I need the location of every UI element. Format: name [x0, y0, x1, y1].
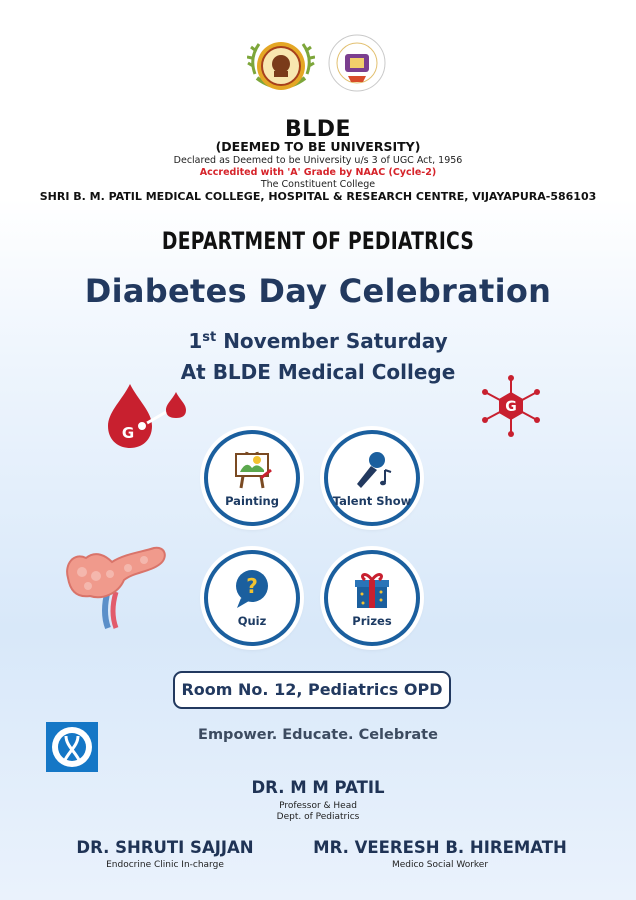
- head-name: DR. M M PATIL: [251, 778, 385, 797]
- activity-painting: [204, 430, 300, 526]
- activity-talent-show: [324, 430, 420, 526]
- activity-label: Talent Show: [332, 494, 412, 508]
- room-location: Room No. 12, Pediatrics OPD: [173, 671, 451, 709]
- right-signatory-name: MR. VEERESH B. HIREMATH: [313, 838, 567, 857]
- easel-icon: [231, 448, 273, 490]
- university-name: BLDE: [284, 117, 352, 142]
- question-bubble-icon: [231, 568, 273, 610]
- left-signatory-name: DR. SHRUTI SAJJAN: [76, 838, 254, 857]
- blood-drop-icon: [104, 380, 188, 452]
- microphone-icon: [351, 448, 393, 490]
- constituent-college-line: The Constituent College: [260, 179, 376, 190]
- activity-label: Prizes: [352, 614, 392, 628]
- activity-label: Quiz: [237, 614, 267, 628]
- svg-text:?: ?: [246, 574, 258, 598]
- right-signatory: [300, 838, 580, 870]
- activity-quiz: [204, 550, 300, 646]
- deemed-university-line: (DEEMED TO BE UNIVERSITY): [215, 139, 421, 154]
- accreditation-line: Accredited with 'A' Grade by NAAC (Cycle-2): [199, 167, 437, 178]
- hex-letter: G: [505, 399, 517, 415]
- medical-college-logo: [326, 30, 388, 96]
- event-date: 1st November Saturday: [188, 329, 448, 353]
- right-signatory-role: Medico Social Worker: [391, 860, 489, 870]
- blde-university-logo: [247, 34, 315, 100]
- college-name: SHRI B. M. PATIL MEDICAL COLLEGE, HOSPITAL & RESEARCH CENTRE, VIJAYAPURA-586103: [39, 190, 597, 203]
- pancreas-icon: [62, 542, 170, 630]
- activity-prizes: [324, 550, 420, 646]
- gift-icon: [351, 568, 393, 610]
- department-heading: DEPARTMENT OF PEDIATRICS: [161, 227, 475, 255]
- glucose-hexagon-icon: [479, 374, 543, 438]
- activity-label: Painting: [225, 494, 279, 508]
- head-role: Professor & Head: [279, 801, 357, 811]
- event-venue: At BLDE Medical College: [180, 360, 456, 384]
- tagline: Empower. Educate. Celebrate: [198, 727, 438, 743]
- event-title: Diabetes Day Celebration: [84, 272, 552, 310]
- left-signatory: [55, 838, 275, 870]
- drop-letter: G: [121, 424, 135, 442]
- left-signatory-role: Endocrine Clinic In-charge: [106, 860, 224, 870]
- head-department: Dept. of Pediatrics: [276, 812, 360, 822]
- head-signatory: [0, 778, 636, 822]
- declaration-line: Declared as Deemed to be University u/s 3 of UGC Act, 1956: [173, 155, 463, 166]
